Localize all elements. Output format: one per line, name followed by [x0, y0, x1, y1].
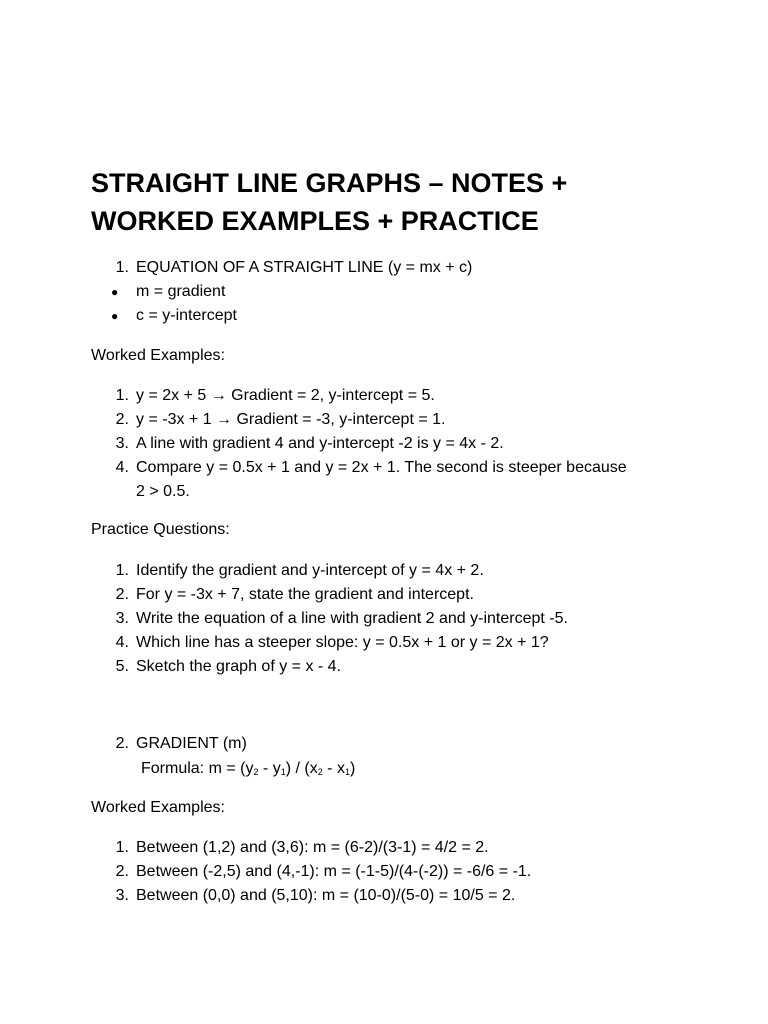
list-item: Compare y = 0.5x + 1 and y = 2x + 1. The second is steeper because: [136, 459, 627, 476]
section-title: GRADIENT (m): [136, 735, 247, 752]
list-number: 3.: [115, 887, 129, 904]
page-title: [91, 164, 711, 240]
gradient-formula: Formula: $m = (y_2 - y_1) / (x_2 - x_1)$: [141, 760, 356, 777]
list-number: 3.: [115, 435, 129, 452]
list-number: 1.: [115, 562, 129, 579]
worked-examples-label: Worked Examples:: [91, 799, 225, 816]
list-number: 2.: [115, 586, 129, 603]
definition-item: c = y-intercept: [136, 307, 237, 324]
list-number: 5.: [115, 658, 129, 675]
bullet-icon: ●: [111, 285, 119, 299]
list-item: y = 2x + 5 → Gradient = 2, y-intercept = 5.: [136, 387, 435, 404]
list-item: A line with gradient 4 and y-intercept -2 is y = 4x - 2.: [136, 435, 504, 452]
list-item: For y = -3x + 7, state the gradient and intercept.: [136, 586, 474, 603]
definition-item: m = gradient: [136, 283, 226, 300]
section-number: 1.: [115, 259, 129, 276]
list-item: Between (-2,5) and (4,-1): m = (-1-5)/(4-(-2)) = -6/6 = -1.: [136, 863, 532, 880]
list-item: Identify the gradient and y-intercept of y = 4x + 2.: [136, 562, 484, 579]
page-title-line-1: STRAIGHT LINE GRAPHS – NOTES +: [91, 168, 568, 198]
list-number: 4.: [115, 634, 129, 651]
page-title-line-2: WORKED EXAMPLES + PRACTICE: [91, 206, 539, 236]
list-number: 1.: [115, 839, 129, 856]
practice-questions-label: Practice Questions:: [91, 521, 230, 538]
list-item: Between (1,2) and (3,6): m = (6-2)/(3-1) = 4/2 = 2.: [136, 839, 489, 856]
list-item-continuation: 2 > 0.5.: [136, 483, 190, 500]
bullet-icon: ●: [111, 309, 119, 323]
list-item: Write the equation of a line with gradient 2 and y-intercept -5.: [136, 610, 568, 627]
section-title: EQUATION OF A STRAIGHT LINE (y = mx + c): [136, 259, 473, 276]
list-number: 4.: [115, 459, 129, 476]
list-item: Which line has a steeper slope: y = 0.5x + 1 or y = 2x + 1?: [136, 634, 549, 651]
list-item: Between (0,0) and (5,10): m = (10-0)/(5-0) = 10/5 = 2.: [136, 887, 516, 904]
worked-examples-label: Worked Examples:: [91, 347, 225, 364]
list-number: 2.: [115, 863, 129, 880]
list-number: 2.: [115, 411, 129, 428]
list-number: 1.: [115, 387, 129, 404]
list-item: Sketch the graph of y = x - 4.: [136, 658, 341, 675]
list-item: y = -3x + 1 → Gradient = -3, y-intercept = 1.: [136, 411, 446, 428]
section-number: 2.: [115, 735, 129, 752]
list-number: 3.: [115, 610, 129, 627]
